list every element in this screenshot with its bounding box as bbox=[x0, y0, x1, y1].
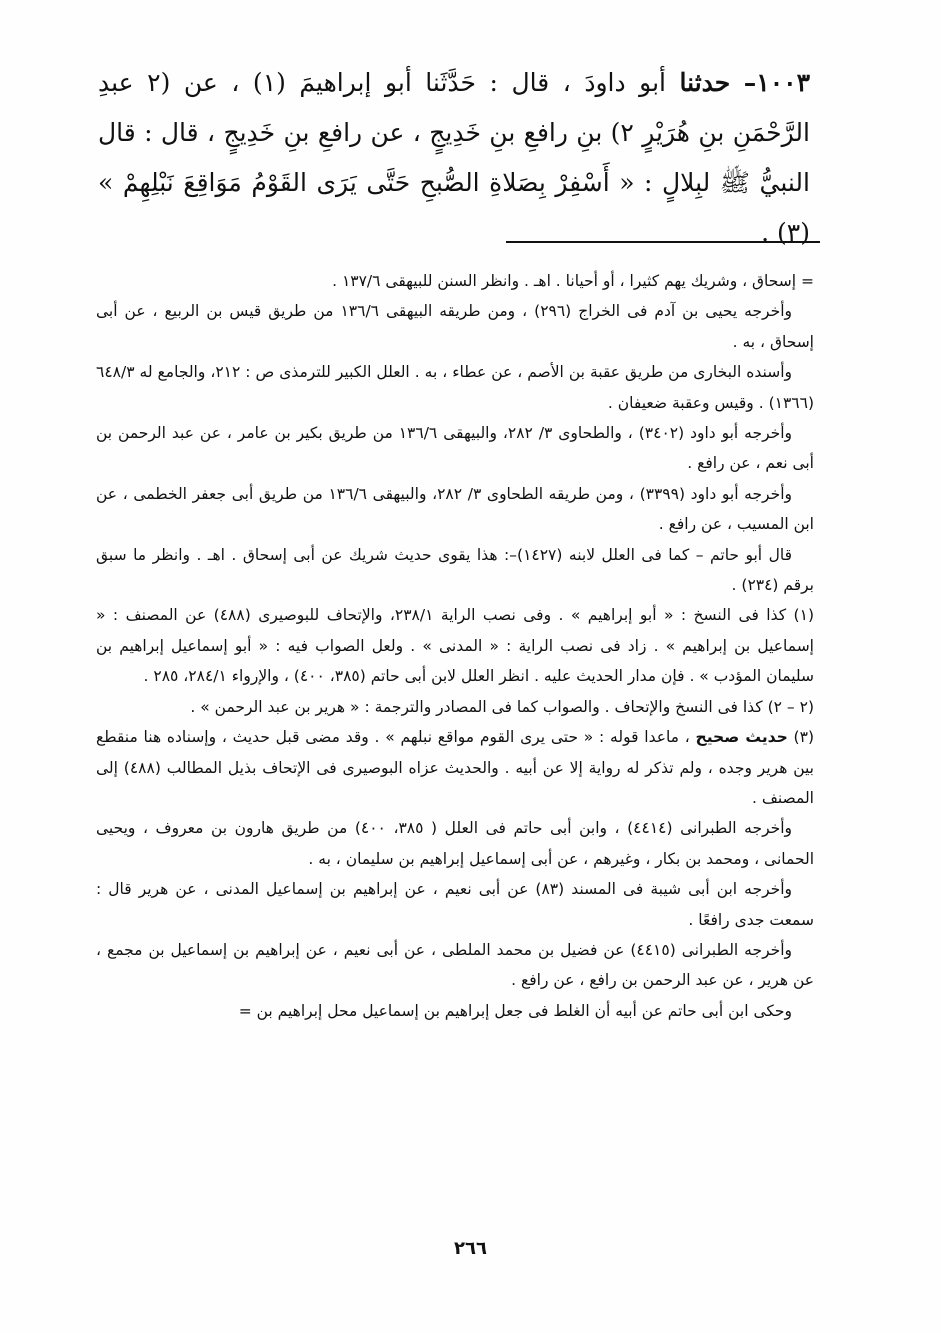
footnote-divider bbox=[506, 241, 820, 243]
footnote-paragraph bbox=[96, 418, 814, 479]
footnote-paragraph bbox=[96, 996, 814, 1026]
footnote-text: وأخرجه ابن أبى شيبة فى المسند (٨٣) عن أبى نعيم ، عن إبراهيم بن إسماعيل المدنى ، عن هرير قال : سمعت جدى رافعًا . bbox=[96, 880, 814, 929]
footnote-text: وأخرجه الطبرانى (٤٤١٤) ، وابن أبى حاتم فى العلل ( ٣٨٥، ٤٠٠) من طريق هارون بن معروف ، ويحيى الحمانى ، ومحمد بن بكار ، وغيرهم ، عن أبى إسماعيل إبراهيم بن سليمان ، به . bbox=[96, 819, 814, 868]
footnote-paragraph bbox=[96, 874, 814, 935]
footnote-paragraph bbox=[96, 266, 814, 296]
footnote-text: وحكى ابن أبى حاتم عن أبيه أن الغلط فى جعل إبراهيم بن إسماعيل محل إبراهيم بن = bbox=[238, 1001, 792, 1020]
footnote-grade: حديث صحيح bbox=[695, 728, 788, 747]
footnote-1 bbox=[96, 600, 814, 691]
footnote-text: وأخرجه يحيى بن آدم فى الخراج (٢٩٦) ، ومن طريقه البيهقى ١٣٦/٦ من طريق قيس بن الربيع ، عن أبى إسحاق ، به . bbox=[96, 302, 814, 351]
footnote-marker: (٣) bbox=[787, 728, 814, 747]
footnote-2 bbox=[96, 692, 814, 722]
footnote-text: وأسنده البخارى من طريق عقبة بن الأصم ، عن عطاء ، به . العلل الكبير للترمذى ص : ٢١٢، والجامع له ٦٤٨/٣ (١٣٦٦) . وقيس وعقبة ضعيفان . bbox=[96, 363, 814, 412]
footnote-text: قال أبو حاتم – كما فى العلل لابنه (١٤٢٧)–: هذا يقوى حديث شريك عن أبى إسحاق . اهـ . وانظر ما سبق برقم (٢٣٤) . bbox=[96, 545, 814, 595]
footnote-text: = إسحاق ، وشريك يهم كثيرا ، أو أحيانا . اهـ . وانظر السنن للبيهقى ١٣٧/٦ . bbox=[332, 272, 814, 290]
footnote-paragraph bbox=[96, 296, 814, 357]
page-number: ٢٦٦ bbox=[454, 1238, 487, 1259]
hadith-body: أبو داودَ ، قال : حَدَّثَنا أبو إبراهيمَ (١) ، عن (٢ عبدِ الرَّحْمَنِ بنِ هُرَيْرٍ ٢) بنِ رافعِ بنِ خَدِيجٍ ، عن رافعِ بنِ خَدِيجٍ ، قال : قال النبيُّ ﷺ لبِلالٍ : « أَسْفِرْ بِصَلاةِ الصُّبحِ حَتَّى يَرَى القَوْمُ مَوَاقِعَ نَبْلِهِمْ » (٣) . bbox=[98, 68, 810, 247]
footnote-text: (١) كذا فى النسخ : « أبو إبراهيم » . وفى نصب الراية ٢٣٨/١، والإتحاف للبوصيرى (٤٨٨) عن المصنف : « إسماعيل بن إبراهيم » . زاد فى نصب الراية : « المدنى » . ولعل الصواب فيه : « أبو إسماعيل إبراهيم بن سليمان المؤدب » . فإن مدار الحديث عليه . انظر العلل لابن أبى حاتم (٣٨٥، ٤٠٠) ، والإرواء ٢٨٤/١، ٢٨٥ . bbox=[96, 606, 814, 686]
footnote-text: وأخرجه أبو داود (٣٣٩٩) ، ومن طريقه الطحاوى ٣/ ٢٨٢، والبيهقى ١٣٦/٦ من طريق أبى جعفر الخطمى ، عن ابن المسيب ، عن رافع . bbox=[96, 484, 814, 534]
footnote-paragraph bbox=[96, 813, 814, 874]
footnote-paragraph bbox=[96, 540, 814, 601]
footnote-text: وأخرجه الطبرانى (٤٤١٥) عن فضيل بن محمد الملطى ، عن أبى نعيم ، عن إبراهيم بن إسماعيل بن مجمع ، عن هرير ، عن عبد الرحمن بن رافع ، عن رافع . bbox=[96, 940, 814, 990]
hadith-lead-word: حدثنا bbox=[679, 68, 731, 97]
hadith-text bbox=[98, 58, 810, 258]
footnote-paragraph bbox=[96, 479, 814, 540]
footnote-text: (٢ – ٢) كذا فى النسخ والإتحاف . والصواب كما فى المصادر والترجمة : « هرير بن عبد الرحمن » . bbox=[190, 697, 814, 716]
footnote-text: وأخرجه أبو داود (٣٤٠٢) ، والطحاوى ٣/ ٢٨٢، والبيهقى ١٣٦/٦ من طريق بكير بن عامر ، عن عبد الرحمن بن أبى نعم ، عن رافع . bbox=[96, 424, 814, 473]
hadith-number: ١٠٠٣– bbox=[743, 68, 811, 97]
footnotes bbox=[96, 266, 814, 1026]
footnote-3 bbox=[96, 722, 814, 813]
footnote-text: ، ماعدا قوله : « حتى يرى القوم مواقع نبلهم » . وقد مضى قبل حديث ، وإسناده هنا منقطع بين هرير وجده ، ولم تذكر له رواية إلا عن أبيه . والحديث عزاه البوصيرى فى الإتحاف بذيل المطالب (٤٨٨) إلى المصنف . bbox=[96, 728, 814, 807]
footnote-paragraph bbox=[96, 935, 814, 996]
footnote-paragraph bbox=[96, 357, 814, 418]
